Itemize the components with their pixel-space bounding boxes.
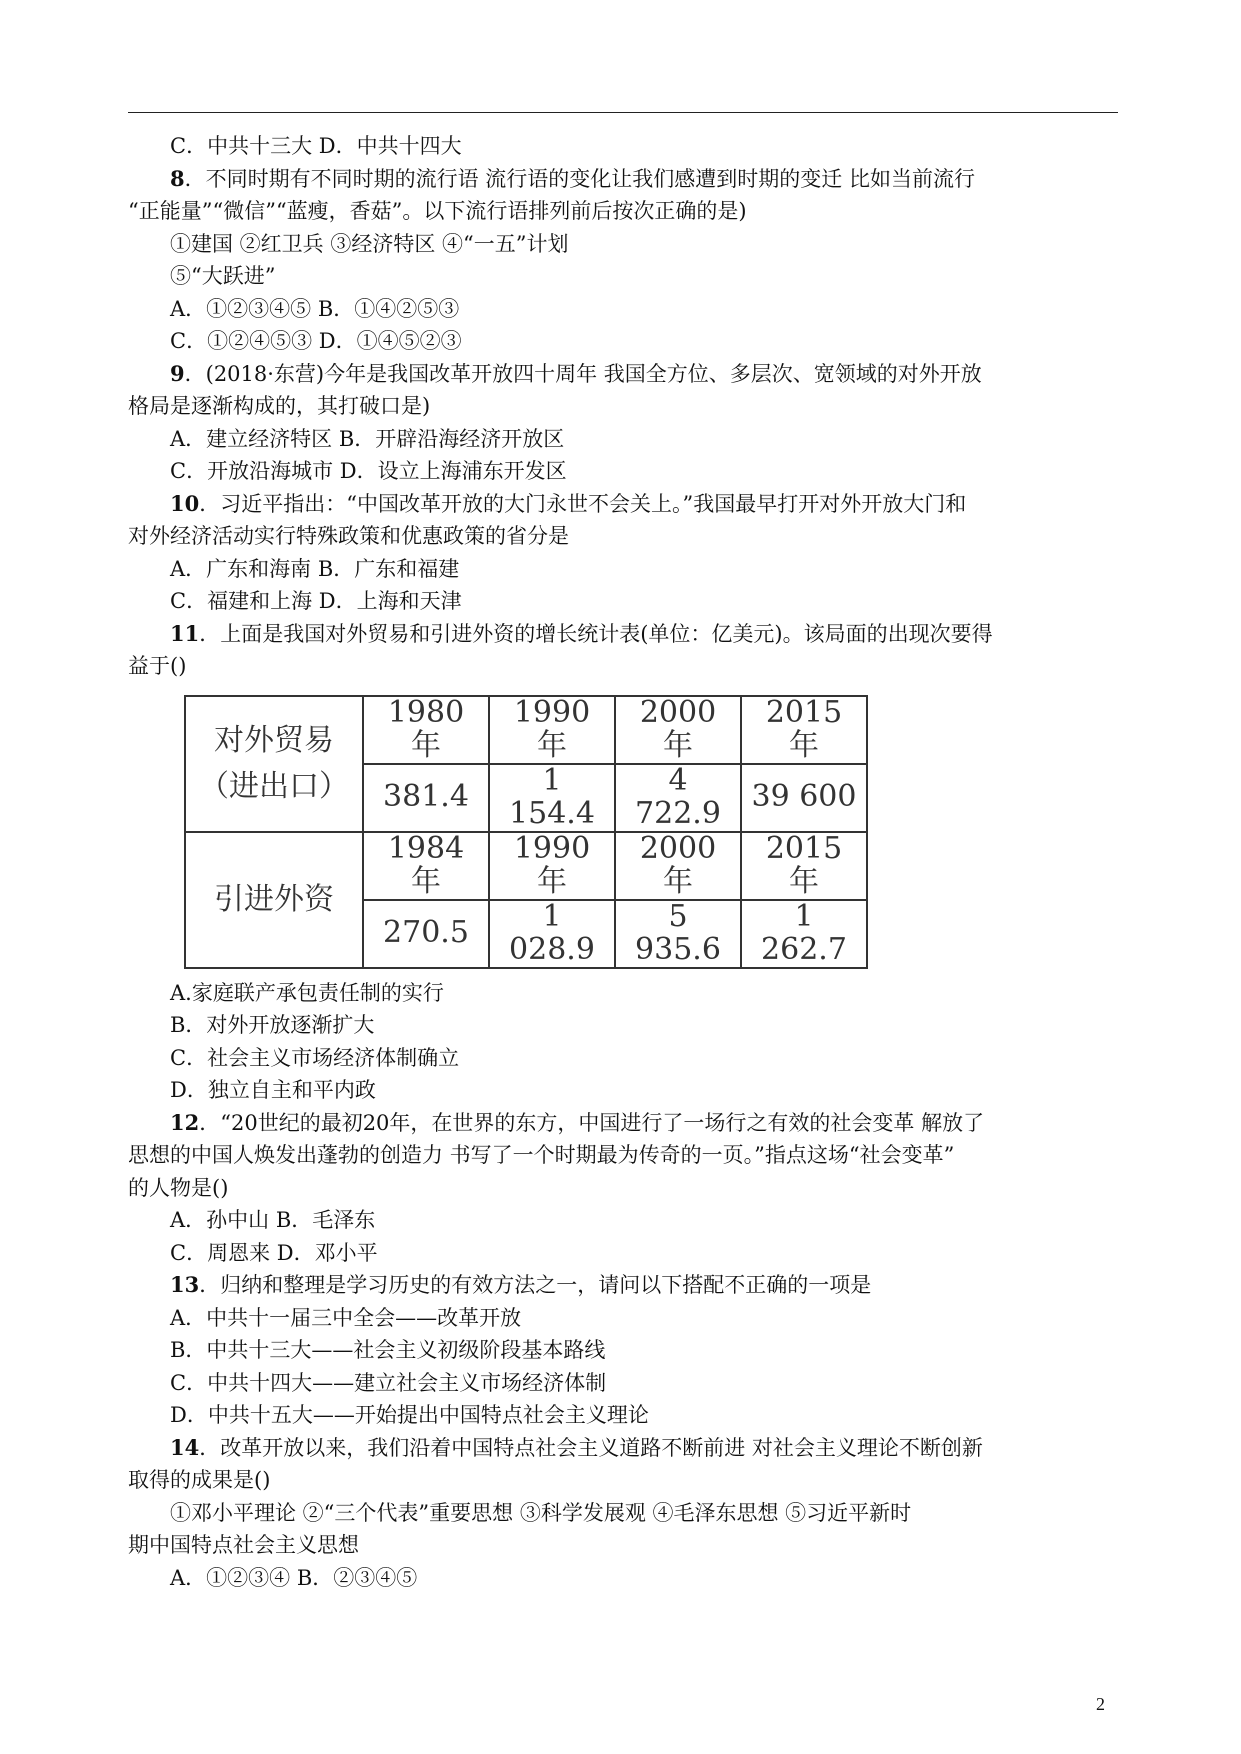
line-text: ．习近平指出：“中国改革开放的大门永世不会关上。”我国最早打开对外开放大门和 [199, 491, 967, 516]
text-line [128, 585, 1118, 618]
line-text: 取得的成果是() [128, 1468, 271, 1492]
text-line [128, 650, 1118, 683]
text-line [128, 260, 1118, 293]
investment-value-cell: 270.5 [363, 900, 489, 968]
text-line [128, 130, 1118, 163]
text-line [128, 1302, 1118, 1335]
trade-value-cell: 381.4 [363, 764, 489, 832]
text-line [128, 325, 1118, 358]
text-line [128, 455, 1118, 488]
table-row [185, 696, 867, 764]
line-text: ．“20世纪的最初20年，在世界的东方，中国进行了一场行之有效的社会变革 解放了 [199, 1110, 985, 1135]
line-text: ①建国 ②红卫兵 ③经济特区 ④“一五”计划 [170, 231, 569, 256]
text-line [128, 553, 1118, 586]
line-text: 期中国特点社会主义思想 [128, 1533, 359, 1557]
text-line [128, 163, 1118, 196]
line-text: ．归纳和整理是学习历史的有效方法之一，请问以下搭配不正确的一项是 [199, 1273, 872, 1297]
text-line [128, 423, 1118, 456]
line-text: ．不同时期有不同时期的流行语 流行语的变化让我们感遭到时期的变迁 比如当前流行 [184, 166, 975, 191]
line-text: 益于() [128, 654, 187, 678]
text-line [128, 1464, 1118, 1497]
line-text: C．①②④⑤③ D．①④⑤②③ [170, 329, 462, 353]
text-line [128, 1009, 1118, 1042]
page-content [128, 130, 1118, 1594]
question-number: 12 [170, 1109, 200, 1135]
investment-value-cell: 1 262.7 [741, 900, 867, 968]
trade-year-cell: 1990 年 [489, 696, 615, 764]
line-text: A．①②③④⑤ B．①④②⑤③ [170, 296, 460, 321]
investment-header-cell: 引进外资 [185, 832, 363, 968]
line-text: ．(2018·东营)今年是我国改革开放四十周年 我国全方位、多层次、宽领域的对外开放 [184, 361, 982, 386]
question-number: 13 [170, 1272, 200, 1297]
text-line [128, 1497, 1118, 1530]
text-line [128, 1367, 1118, 1400]
table-row [185, 832, 867, 900]
text-line [128, 358, 1118, 391]
question-number: 10 [170, 490, 200, 516]
text-line [128, 1042, 1118, 1075]
page-number: 2 [1096, 1694, 1105, 1714]
investment-year-cell: 2015 年 [741, 832, 867, 900]
text-line [128, 977, 1118, 1010]
trade-year-cell: 2015 年 [741, 696, 867, 764]
line-text: A．孙中山 B．毛泽东 [170, 1208, 376, 1232]
line-text: “正能量”“微信”“蓝瘦，香菇”。以下流行语排列前后按次正确的是) [128, 199, 747, 223]
trade-header-cell: 对外贸易（进出口） [185, 696, 363, 832]
line-text: A．建立经济特区 B．开辟沿海经济开放区 [170, 426, 565, 451]
line-text: ．改革开放以来，我们沿着中国特点社会主义道路不断前进 对社会主义理论不断创新 [199, 1435, 983, 1460]
line-text: A．广东和海南 B．广东和福建 [170, 556, 460, 581]
investment-year-cell: 1984 年 [363, 832, 489, 900]
line-text: ⑤“大跃进” [170, 264, 276, 288]
text-line [128, 390, 1118, 423]
text-line [128, 1399, 1118, 1432]
investment-value-cell: 5 935.6 [615, 900, 741, 968]
text-line [128, 1107, 1118, 1140]
text-line [128, 1432, 1118, 1465]
investment-year-cell: 1990 年 [489, 832, 615, 900]
trade-year-cell: 1980 年 [363, 696, 489, 764]
line-text: A．中共十一届三中全会——改革开放 [170, 1305, 522, 1330]
text-line [128, 1204, 1118, 1237]
line-text: C．福建和上海 D．上海和天津 [170, 589, 462, 613]
text-line [128, 1334, 1118, 1367]
line-text: ①邓小平理论 ②“三个代表”重要思想 ③科学发展观 ④毛泽东思想 ⑤习近平新时 [170, 1500, 912, 1525]
text-line [128, 228, 1118, 261]
question-number: 11 [170, 620, 200, 646]
line-text: B．中共十三大——社会主义初级阶段基本路线 [170, 1338, 606, 1362]
trade-value-cell: 1 154.4 [489, 764, 615, 832]
line-text: C．周恩来 D．邓小平 [170, 1240, 378, 1265]
trade-investment-table [184, 695, 868, 969]
trade-year-cell: 2000 年 [615, 696, 741, 764]
question-number: 9 [170, 360, 185, 386]
header-rule [128, 112, 1118, 113]
questions-before-table [128, 130, 1118, 683]
text-line [128, 1139, 1118, 1172]
trade-value-cell: 39 600 [741, 764, 867, 832]
statistics-table-wrapper [184, 695, 1118, 969]
text-line [128, 520, 1118, 553]
line-text: C．中共十三大 D．中共十四大 [170, 134, 462, 158]
text-line [128, 1529, 1118, 1562]
investment-year-cell: 2000 年 [615, 832, 741, 900]
text-line [128, 293, 1118, 326]
question-number: 14 [170, 1434, 200, 1460]
line-text: C．开放沿海城市 D．设立上海浦东开发区 [170, 459, 567, 483]
line-text: C．社会主义市场经济体制确立 [170, 1045, 460, 1070]
line-text: A．①②③④ B．②③④⑤ [170, 1565, 418, 1590]
text-line [128, 1172, 1118, 1205]
question-number: 8 [170, 165, 185, 191]
line-text: B．对外开放逐渐扩大 [170, 1013, 375, 1037]
line-text: D．独立自主和平内政 [170, 1078, 376, 1102]
text-line [128, 488, 1118, 521]
questions-after-table [128, 977, 1118, 1595]
investment-value-cell: 1 028.9 [489, 900, 615, 968]
line-text: 对外经济活动实行特殊政策和优惠政策的省分是 [128, 524, 569, 548]
line-text: 思想的中国人焕发出蓬勃的创造力 书写了一个时期最为传奇的一页。”指点这场“社会变革” [128, 1143, 955, 1167]
text-line [128, 195, 1118, 228]
line-text: C．中共十四大——建立社会主义市场经济体制 [170, 1370, 607, 1395]
line-text: ．上面是我国对外贸易和引进外资的增长统计表(单位：亿美元)。该局面的出现次要得 [199, 621, 993, 646]
text-line [128, 1237, 1118, 1270]
text-line [128, 618, 1118, 651]
text-line [128, 1562, 1118, 1595]
line-text: D．中共十五大——开始提出中国特点社会主义理论 [170, 1403, 649, 1427]
text-line [128, 1074, 1118, 1107]
trade-value-cell: 4 722.9 [615, 764, 741, 832]
line-text: 的人物是() [128, 1175, 229, 1200]
text-line [128, 1269, 1118, 1302]
line-text: A.家庭联产承包责任制的实行 [170, 980, 444, 1005]
line-text: 格局是逐渐构成的，其打破口是) [128, 394, 431, 418]
